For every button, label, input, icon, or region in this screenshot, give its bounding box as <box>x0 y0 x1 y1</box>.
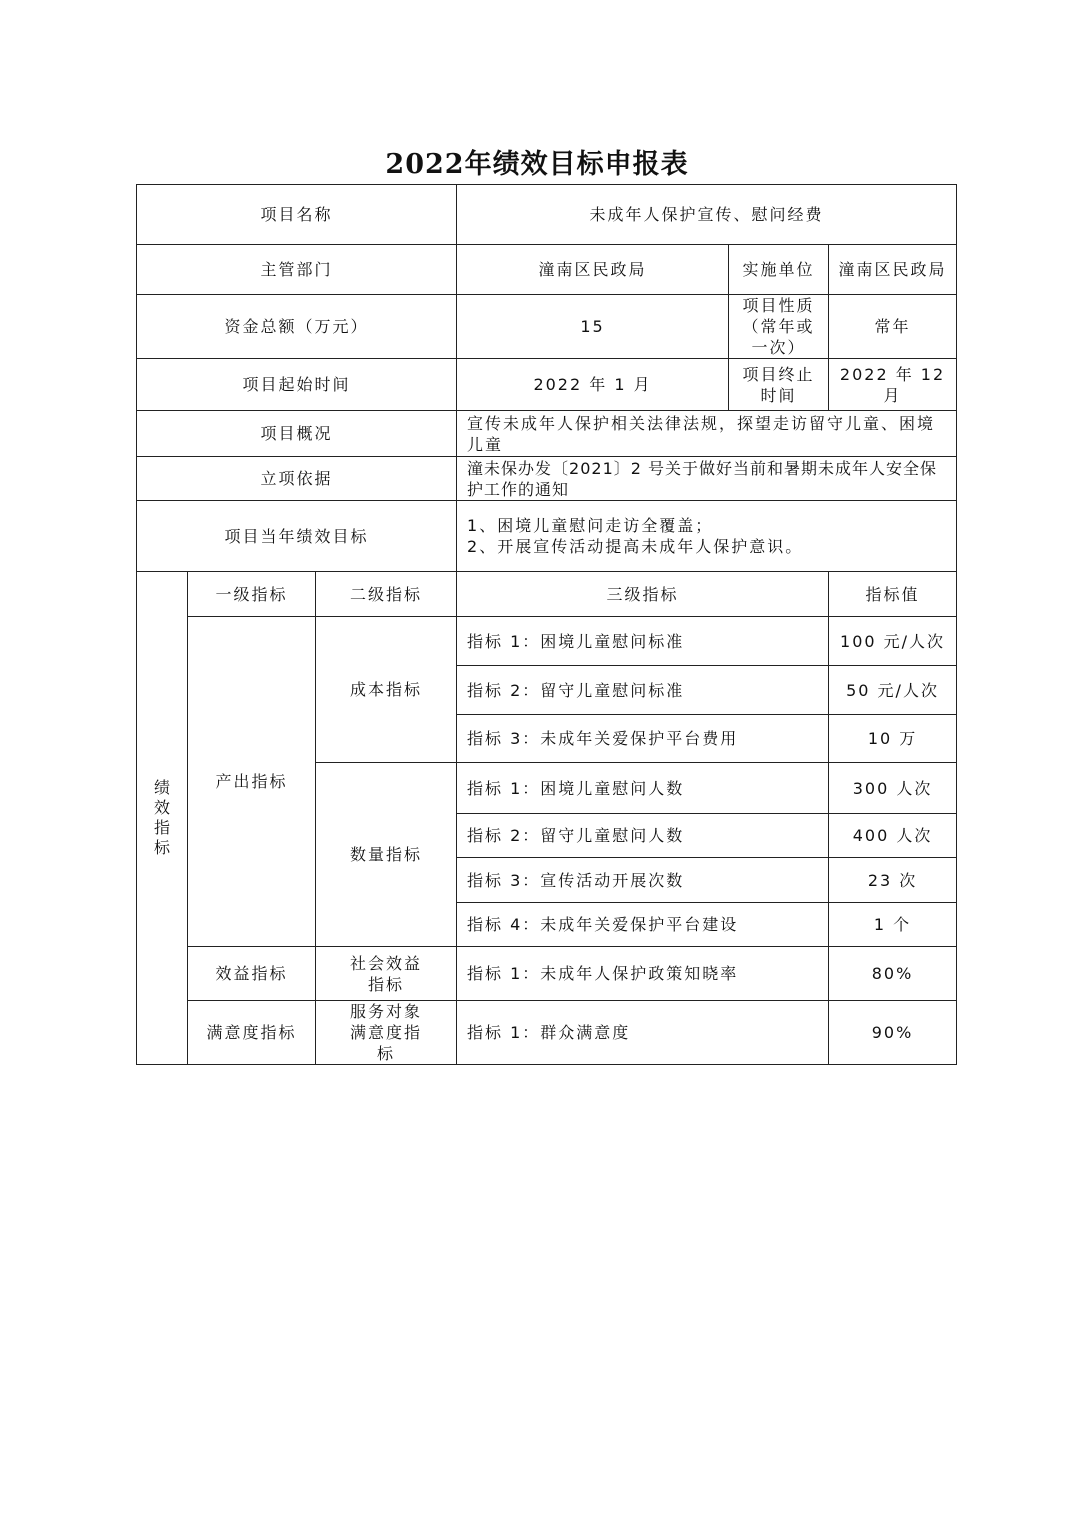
department-value: 潼南区民政局 <box>457 245 729 295</box>
satisfaction-indicator: 满意度指标 <box>188 1001 316 1065</box>
indicator-value: 23 次 <box>829 858 957 903</box>
cost-indicator: 成本指标 <box>316 617 457 763</box>
basis-value: 潼未保办发〔2021〕2 号关于做好当前和暑期未成年人安全保护工作的通知 <box>457 457 957 501</box>
table-row <box>137 1001 957 1065</box>
output-indicator: 产出指标 <box>188 617 316 947</box>
indicator-value: 1 个 <box>829 903 957 947</box>
header-level2: 二级指标 <box>316 572 457 617</box>
row-basis <box>137 457 957 501</box>
indicator-name: 指标 3：宣传活动开展次数 <box>457 858 829 903</box>
indicator-name: 指标 2：留守儿童慰问人数 <box>457 814 829 858</box>
row-project-name <box>137 185 957 245</box>
row-time <box>137 359 957 411</box>
performance-label: 绩效指标 <box>137 572 188 1065</box>
indicator-header-row <box>137 572 957 617</box>
goal-line-2: 2、开展宣传活动提高未成年人保护意识。 <box>467 537 804 556</box>
end-time-label: 项目终止时间 <box>729 359 829 411</box>
indicator-value: 10 万 <box>829 715 957 763</box>
page-title: 2022年绩效目标申报表 <box>385 149 689 180</box>
indicator-value: 400 人次 <box>829 814 957 858</box>
indicator-value: 300 人次 <box>829 763 957 814</box>
benefit-indicator: 效益指标 <box>188 947 316 1001</box>
annual-goal-value <box>457 501 957 572</box>
indicator-name: 指标 3：未成年关爱保护平台费用 <box>457 715 829 763</box>
annual-goal-label: 项目当年绩效目标 <box>137 501 457 572</box>
table-row <box>137 947 957 1001</box>
basis-label: 立项依据 <box>137 457 457 501</box>
header-level1: 一级指标 <box>188 572 316 617</box>
indicator-name: 指标 2：留守儿童慰问标准 <box>457 666 829 715</box>
indicator-name: 指标 1：困境儿童慰问人数 <box>457 763 829 814</box>
indicator-value: 100 元/人次 <box>829 617 957 666</box>
header-level3: 三级指标 <box>457 572 829 617</box>
start-time-label: 项目起始时间 <box>137 359 457 411</box>
row-annual-goal <box>137 501 957 572</box>
department-label: 主管部门 <box>137 245 457 295</box>
overview-value: 宣传未成年人保护相关法律法规，探望走访留守儿童、困境儿童 <box>457 411 957 457</box>
goal-line-1: 1、困境儿童慰问走访全覆盖； <box>467 516 714 535</box>
row-funds <box>137 295 957 359</box>
project-name-label: 项目名称 <box>137 185 457 245</box>
row-overview <box>137 411 957 457</box>
service-satisfaction-indicator: 服务对象满意度指标 <box>316 1001 457 1065</box>
quantity-indicator: 数量指标 <box>316 763 457 947</box>
table-row <box>137 617 957 666</box>
start-time-value: 2022 年 1 月 <box>457 359 729 411</box>
overview-label: 项目概况 <box>137 411 457 457</box>
indicator-name: 指标 1：困境儿童慰问标准 <box>457 617 829 666</box>
impl-unit-label: 实施单位 <box>729 245 829 295</box>
nature-label: 项目性质（常年或一次） <box>729 295 829 359</box>
header-value: 指标值 <box>829 572 957 617</box>
project-name-value: 未成年人保护宣传、慰问经费 <box>457 185 957 245</box>
total-funds-value: 15 <box>457 295 729 359</box>
row-department <box>137 245 957 295</box>
end-time-value: 2022 年 12 月 <box>829 359 957 411</box>
performance-table <box>136 184 957 1065</box>
indicator-value: 80% <box>829 947 957 1001</box>
indicator-name: 指标 4：未成年关爱保护平台建设 <box>457 903 829 947</box>
indicator-name: 指标 1：未成年人保护政策知晓率 <box>457 947 829 1001</box>
indicator-name: 指标 1：群众满意度 <box>457 1001 829 1065</box>
indicator-value: 90% <box>829 1001 957 1065</box>
indicator-value: 50 元/人次 <box>829 666 957 715</box>
impl-unit-value: 潼南区民政局 <box>829 245 957 295</box>
total-funds-label: 资金总额（万元） <box>137 295 457 359</box>
social-benefit-indicator: 社会效益指标 <box>316 947 457 1001</box>
nature-value: 常年 <box>829 295 957 359</box>
